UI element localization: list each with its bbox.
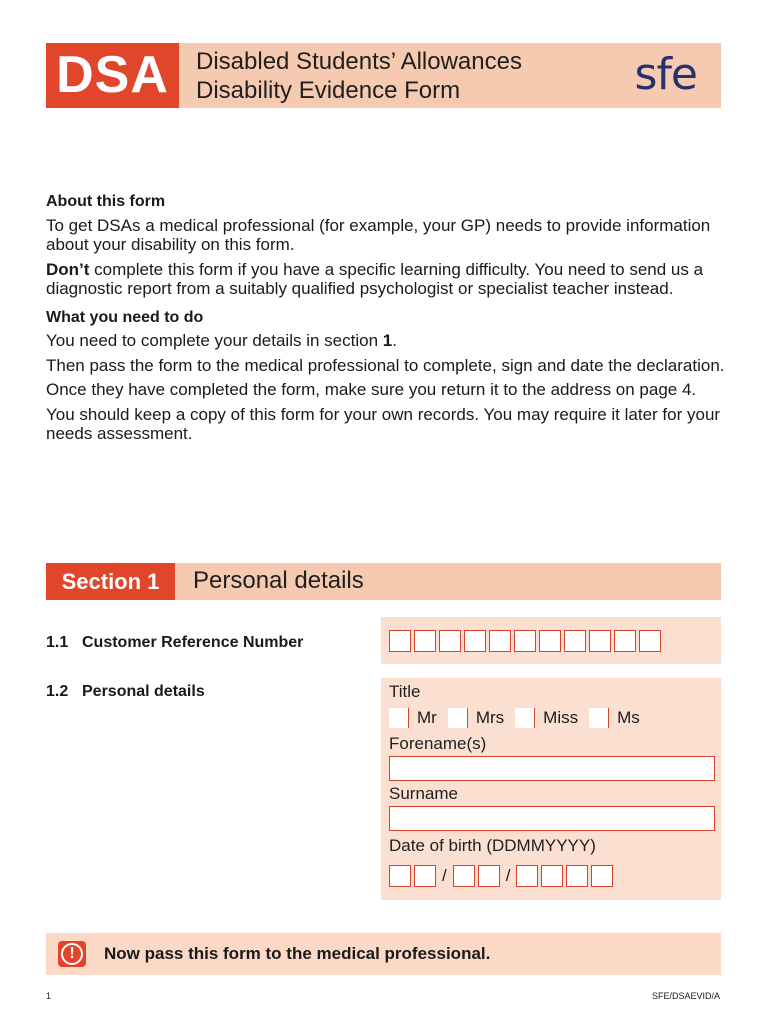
todo-paragraph-1-text: You need to complete your details in section: [46, 331, 383, 350]
dsa-logo: DSA: [46, 43, 179, 108]
intro-text: [46, 192, 726, 449]
crn-box[interactable]: [439, 630, 461, 652]
about-paragraph-1: To get DSAs a medical professional (for example, your GP) needs to provide information about your disability on this form.: [46, 215, 711, 254]
title-label-ms: Ms: [617, 708, 640, 727]
about-heading: About this form: [46, 193, 166, 210]
crn-box[interactable]: [389, 630, 411, 652]
sfe-logo: sfe: [634, 49, 697, 100]
section-tag: Section 1: [46, 563, 175, 600]
dob-separator: /: [505, 866, 511, 885]
crn-box[interactable]: [564, 630, 586, 652]
todo-paragraph-2: Then pass the form to the medical professional to complete, sign and date the declaration.: [46, 355, 725, 375]
dob-month-box[interactable]: [453, 865, 475, 887]
crn-box[interactable]: [639, 630, 661, 652]
question-1-2: [46, 683, 205, 701]
todo-heading: What you need to do: [46, 308, 204, 326]
form-header: [46, 43, 721, 108]
dob-year-box[interactable]: [566, 865, 588, 887]
title-label-mr: Mr: [417, 708, 437, 727]
dob-boxes: [389, 865, 613, 887]
dont-emphasis: Don’t: [46, 259, 90, 279]
title-checkbox-mr[interactable]: [389, 708, 409, 728]
crn-panel: [381, 617, 721, 664]
dob-day-box[interactable]: [389, 865, 411, 887]
forename-label: Forename(s): [389, 734, 487, 753]
question-label: Personal details: [82, 683, 205, 700]
dob-separator: /: [442, 866, 447, 885]
title-options: [389, 708, 651, 728]
title-option-mr: [389, 708, 437, 728]
crn-box[interactable]: [514, 630, 536, 652]
dob-year-box[interactable]: [591, 865, 613, 887]
pass-form-notice: [46, 933, 721, 975]
todo-paragraph-1-end: .: [392, 331, 397, 350]
crn-box[interactable]: [464, 630, 486, 652]
about-paragraph-2-text: complete this form if you have a specific learning difficulty. You need to send us a diagnostic report from a suitably qualified psychologist or specialist teacher instead.: [46, 259, 704, 298]
forename-field[interactable]: [389, 756, 715, 781]
alert-icon: !: [58, 941, 86, 967]
title-option-miss: [515, 708, 578, 728]
section-ref: 1: [382, 331, 393, 350]
question-number: 1.1: [46, 634, 69, 651]
surname-label: Surname: [389, 784, 458, 803]
title-checkbox-mrs[interactable]: [448, 708, 468, 728]
page-number: 1: [46, 991, 52, 1001]
dob-year-box[interactable]: [516, 865, 538, 887]
todo-paragraph-1: [46, 331, 726, 351]
question-number: 1.2: [46, 683, 69, 700]
crn-box[interactable]: [489, 630, 511, 652]
personal-details-panel: [381, 678, 721, 900]
dob-month-box[interactable]: [478, 865, 500, 887]
section-title: Personal details: [193, 567, 364, 594]
title-option-ms: [589, 708, 640, 728]
question-label: Customer Reference Number: [82, 634, 304, 651]
question-1-1: [46, 634, 303, 652]
dob-label: Date of birth (DDMMYYYY): [389, 836, 596, 855]
title-checkbox-ms[interactable]: [589, 708, 609, 728]
dob-year-box[interactable]: [541, 865, 563, 887]
crn-box[interactable]: [589, 630, 611, 652]
form-title: [196, 47, 522, 105]
dob-day-box[interactable]: [414, 865, 436, 887]
about-paragraph-2: [46, 260, 726, 299]
title-label: Title: [389, 682, 421, 701]
form-title-line2: Disability Evidence Form: [196, 77, 461, 104]
title-option-mrs: [448, 708, 504, 728]
surname-field[interactable]: [389, 806, 715, 831]
crn-box[interactable]: [414, 630, 436, 652]
title-label-mrs: Mrs: [475, 708, 505, 727]
crn-boxes: [389, 630, 661, 652]
title-checkbox-miss[interactable]: [515, 708, 535, 728]
section-1-bar: [46, 563, 721, 600]
todo-paragraph-4: You should keep a copy of this form for your own records. You may require it later for your needs assessment.: [46, 404, 721, 443]
crn-box[interactable]: [539, 630, 561, 652]
title-label-miss: Miss: [543, 708, 579, 727]
todo-paragraph-3: Once they have completed the form, make sure you return it to the address on page 4.: [46, 380, 697, 399]
form-code: SFE/DSAEVID/A: [651, 991, 720, 1001]
notice-text: Now pass this form to the medical professional.: [104, 944, 491, 963]
form-title-line1: Disabled Students’ Allowances: [196, 48, 522, 75]
crn-box[interactable]: [614, 630, 636, 652]
